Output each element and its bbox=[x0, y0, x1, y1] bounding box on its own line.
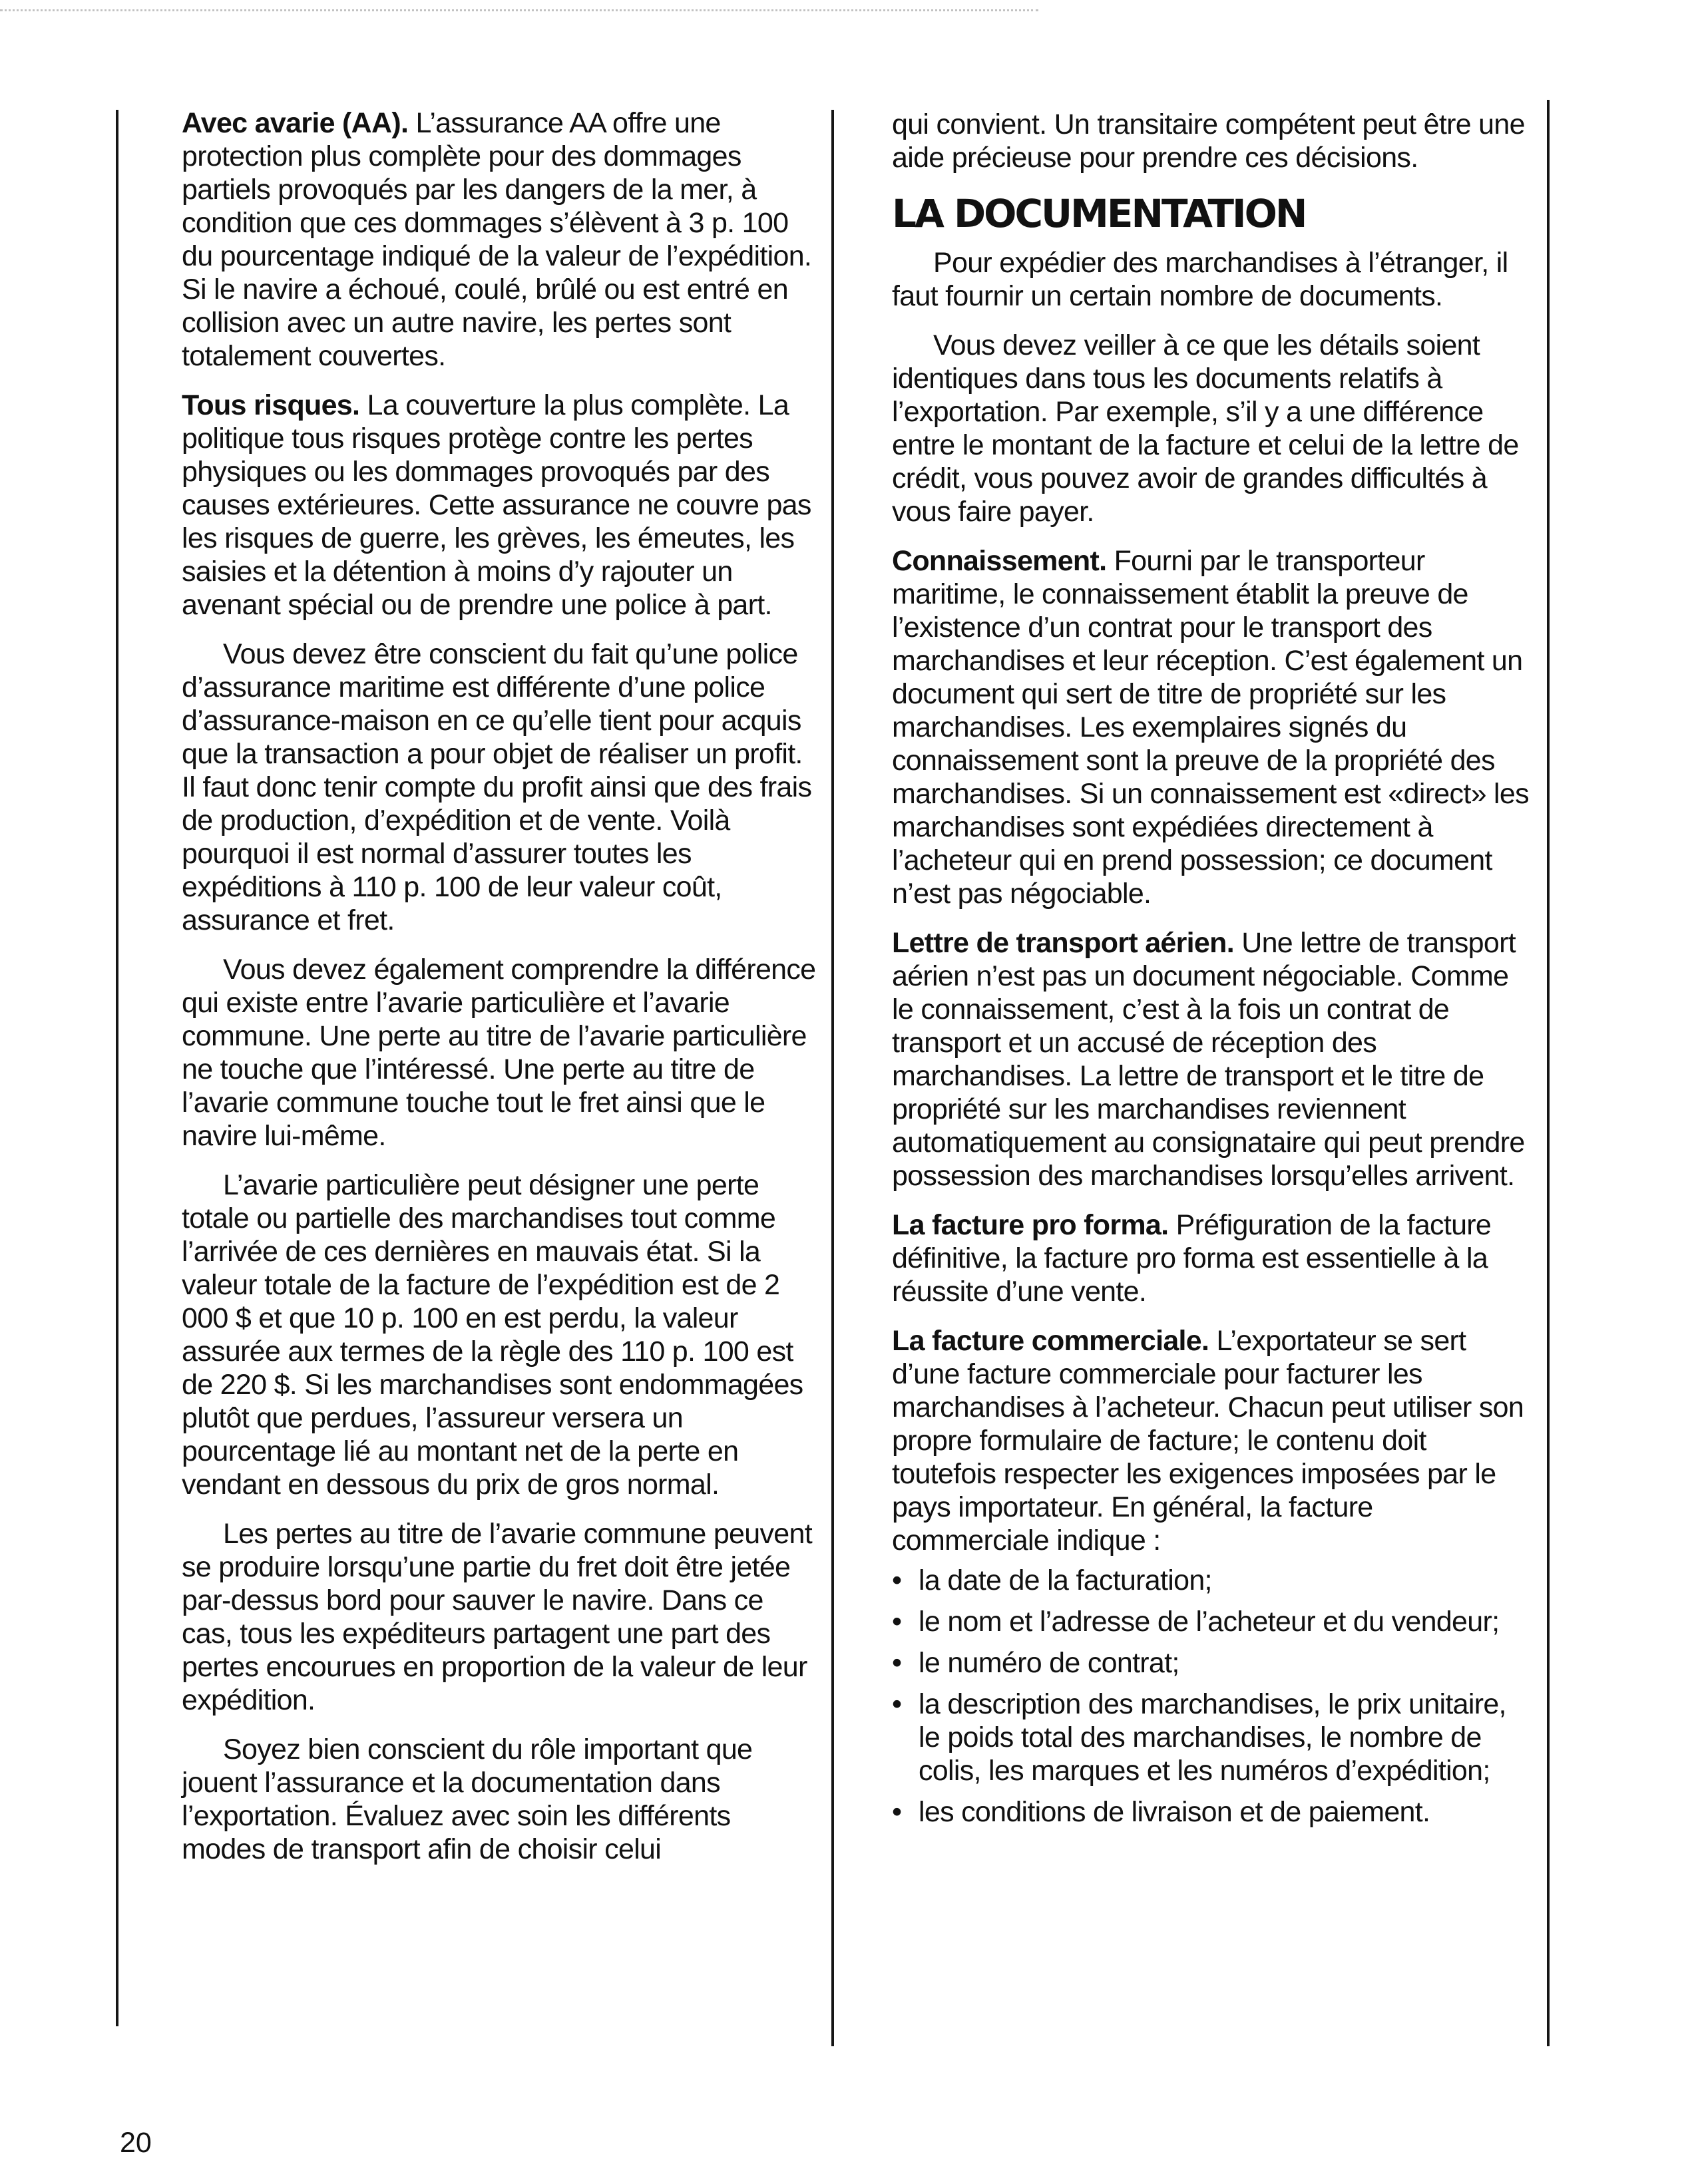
paragraph-text: Préfiguration de la facture définitive, la facture pro forma est essentielle à la réussite d’une vente. bbox=[892, 1209, 1492, 1308]
paragraph-police-maritime: Vous devez être conscient du fait qu’une police d’assurance maritime est différente d’une police d’assurance-maison en ce qu’elle tient pour acquis que la transaction a pour objet de réaliser un profit. Il faut donc tenir compte du profit ainsi que des frais de production, d’expédition et de vente. Voilà pourquoi il est normal d’assurer toutes les expéditions à 110 p. 100 de leur valeur coût, assurance et fret. bbox=[182, 638, 812, 936]
list-item: • les conditions de livraison et de paiement. bbox=[892, 1795, 1531, 1829]
paragraph-text: La couverture la plus complète. La politique tous risques protège contre les pertes physiques ou les dommages provoqués par des causes extérieures. Cette assurance ne couvre pas les risques de guerre, les grèves, les émeutes, les saisies et la détention à moins d’y rajouter un avenant spécial ou de prendre une police à part. bbox=[182, 389, 811, 621]
column-divider-rule bbox=[831, 110, 834, 2046]
paragraph-connaissement bbox=[892, 544, 1531, 910]
paragraph-lead: La facture commerciale. bbox=[892, 1325, 1209, 1357]
right-margin-rule bbox=[1547, 100, 1550, 2046]
paragraph-facture-pro-forma bbox=[892, 1208, 1531, 1308]
paragraph-documents-intro: Pour expédier des marchandises à l’étranger, il faut fournir un certain nombre de documents. bbox=[892, 247, 1508, 312]
paragraph-text: Une lettre de transport aérien n’est pas un document négociable. Comme le connaissement, c’est à la fois un contrat de transport et un accusé de réception des marchandises. La lettre de transport et le titre de propriété sur les marchandises reviennent automatiquement au consignataire qui peut prendre possession des marchandises lorsqu’elles arrivent. bbox=[892, 927, 1525, 1192]
paragraph-role-important: Soyez bien conscient du rôle important que jouent l’assurance et la documentation dans l’exportation. Évaluez avec soin les différents modes de transport afin de choisir celui bbox=[182, 1733, 753, 1865]
paragraph-tous-risques bbox=[182, 389, 821, 622]
paragraph-facture-commerciale bbox=[892, 1324, 1531, 1557]
paragraph-lead: Avec avarie (AA). bbox=[182, 107, 409, 139]
left-column bbox=[182, 106, 821, 1882]
paragraph-avarie-difference: Vous devez également comprendre la différence qui existe entre l’avarie particulière et l’avarie commune. Une perte au titre de l’avarie particulière ne touche que l’intéressé. Une perte au titre de l’avarie commune touche tout le fret ainsi que le navire lui-même. bbox=[182, 954, 816, 1152]
list-item: • la description des marchandises, le prix unitaire, le poids total des marchandises, le nombre de colis, les marques et les numéros d’expédition; bbox=[892, 1688, 1531, 1787]
page-number: 20 bbox=[120, 2127, 152, 2159]
paragraph-avarie-particuliere: L’avarie particulière peut désigner une perte totale ou partielle des marchandises tout comme l’arrivée de ces dernières en mauvais état. Si la valeur totale de la facture de l’expédition est de 2 000 $ et que 10 p. 100 en est perdu, la valeur assurée aux termes de la règle des 110 p. 100 est de 220 $. Si les marchandises sont endommagées plutôt que perdues, l’assureur versera un pourcentage lié au montant net de la perte en vendant en dessous du prix de gros normal. bbox=[182, 1169, 803, 1501]
paragraph-details-identiques: Vous devez veiller à ce que les détails soient identiques dans tous les documents relatifs à l’exportation. Par exemple, s’il y a une différence entre le montant de la facture et celui de la lettre de crédit, vous pouvez avoir de grandes difficultés à vous faire payer. bbox=[892, 329, 1519, 528]
paragraph-lettre-transport-aerien bbox=[892, 926, 1531, 1192]
paragraph-avec-avarie bbox=[182, 106, 821, 373]
list-item: • la date de la facturation; bbox=[892, 1564, 1531, 1597]
list-item: • le nom et l’adresse de l’acheteur et du vendeur; bbox=[892, 1605, 1531, 1638]
paragraph-lead: Connaissement. bbox=[892, 545, 1107, 577]
paragraph-continuation: qui convient. Un transitaire compétent peut être une aide précieuse pour prendre ces décisions. bbox=[892, 108, 1525, 174]
list-item: • le numéro de contrat; bbox=[892, 1646, 1531, 1680]
paragraph-text: Fourni par le transporteur maritime, le connaissement établit la preuve de l’existence d’un contrat pour le transport des marchandises et leur réception. C’est également un document qui sert de titre de propriété sur les marchandises. Les exemplaires signés du connaissement sont la preuve de la propriété des marchandises. Si un connaissement est «direct» les marchandises sont expédiées directement à l’acheteur qui en prend possession; ce document n’est pas négociable. bbox=[892, 545, 1529, 910]
section-heading: LA DOCUMENTATION bbox=[892, 191, 1306, 236]
paragraph-lead: La facture pro forma. bbox=[892, 1209, 1169, 1241]
paragraph-lead: Lettre de transport aérien. bbox=[892, 927, 1234, 959]
left-margin-rule bbox=[116, 110, 118, 2026]
paragraph-text: L’exportateur se sert d’une facture commerciale pour facturer les marchandises à l’acheteur. Chacun peut utiliser son propre formulaire de facture; le contenu doit toutefois respecter les exigences imposées par le pays importateur. En général, la facture commerciale indique : bbox=[892, 1325, 1524, 1556]
paragraph-text: L’assurance AA offre une protection plus complète pour des dommages partiels provoqués par les dangers de la mer, à condition que ces dommages s’élèvent à 3 p. 100 du pourcentage indiqué de la valeur de l’expédition. Si le navire a échoué, coulé, brûlé ou est entré en collision avec un autre navire, les pertes sont totalement couvertes. bbox=[182, 107, 812, 372]
right-column bbox=[892, 108, 1531, 1837]
paragraph-lead: Tous risques. bbox=[182, 389, 360, 421]
scan-artifact-top bbox=[0, 0, 1038, 11]
invoice-contents-list bbox=[892, 1564, 1531, 1829]
paragraph-avarie-commune: Les pertes au titre de l’avarie commune peuvent se produire lorsqu’une partie du fret doit être jetée par-dessus bord pour sauver le navire. Dans ce cas, tous les expéditeurs partagent une part des pertes encourues en proportion de la valeur de leur expédition. bbox=[182, 1518, 812, 1716]
